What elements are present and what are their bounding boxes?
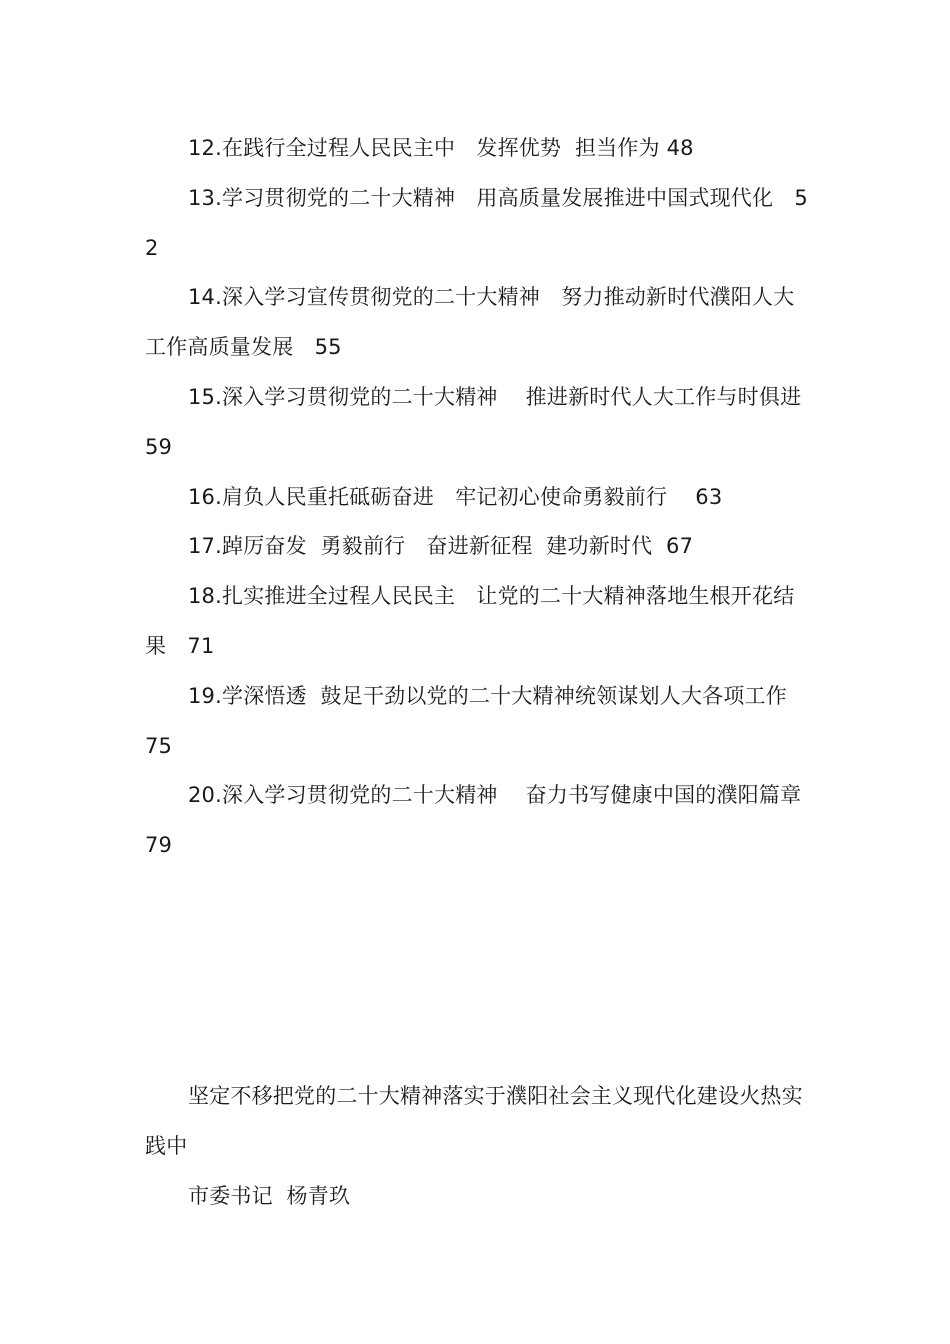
article-author: 市委书记 杨青玖 [188,1183,351,1208]
article-header [145,1072,811,1221]
toc-entry-18[interactable]: 18.扎实推进全过程人民民主 让党的二十大精神落地生根开花结果 71 [145,584,795,658]
table-of-contents [145,124,816,871]
toc-entry-17[interactable]: 17.踔厉奋发 勇毅前行 奋进新征程 建功新时代 67 [188,534,694,559]
toc-entry-20[interactable]: 20.深入学习贯彻党的二十大精神 奋力书写健康中国的濮阳篇章 79 [145,783,816,858]
article-title: 坚定不移把党的二十大精神落实于濮阳社会主义现代化建设火热实践中 [145,1084,803,1158]
toc-entry-15[interactable]: 15.深入学习贯彻党的二十大精神 推进新时代人大工作与时俱进 59 [145,384,816,459]
toc-entry-14[interactable]: 14.深入学习宣传贯彻党的二十大精神 努力推动新时代濮阳人大工作高质量发展 55 [145,285,795,360]
toc-entry-13[interactable]: 13.学习贯彻党的二十大精神 用高质量发展推进中国式现代化 52 [145,185,808,260]
toc-entry-19[interactable]: 19.学深悟透 鼓足干劲以党的二十大精神统领谋划人大各项工作 75 [145,683,801,758]
toc-entry-16[interactable]: 16.肩负人民重托砥砺奋进 牢记初心使命勇毅前行 63 [188,484,723,509]
toc-entry-12[interactable]: 12.在践行全过程人民民主中 发挥优势 担当作为 48 [188,136,694,160]
